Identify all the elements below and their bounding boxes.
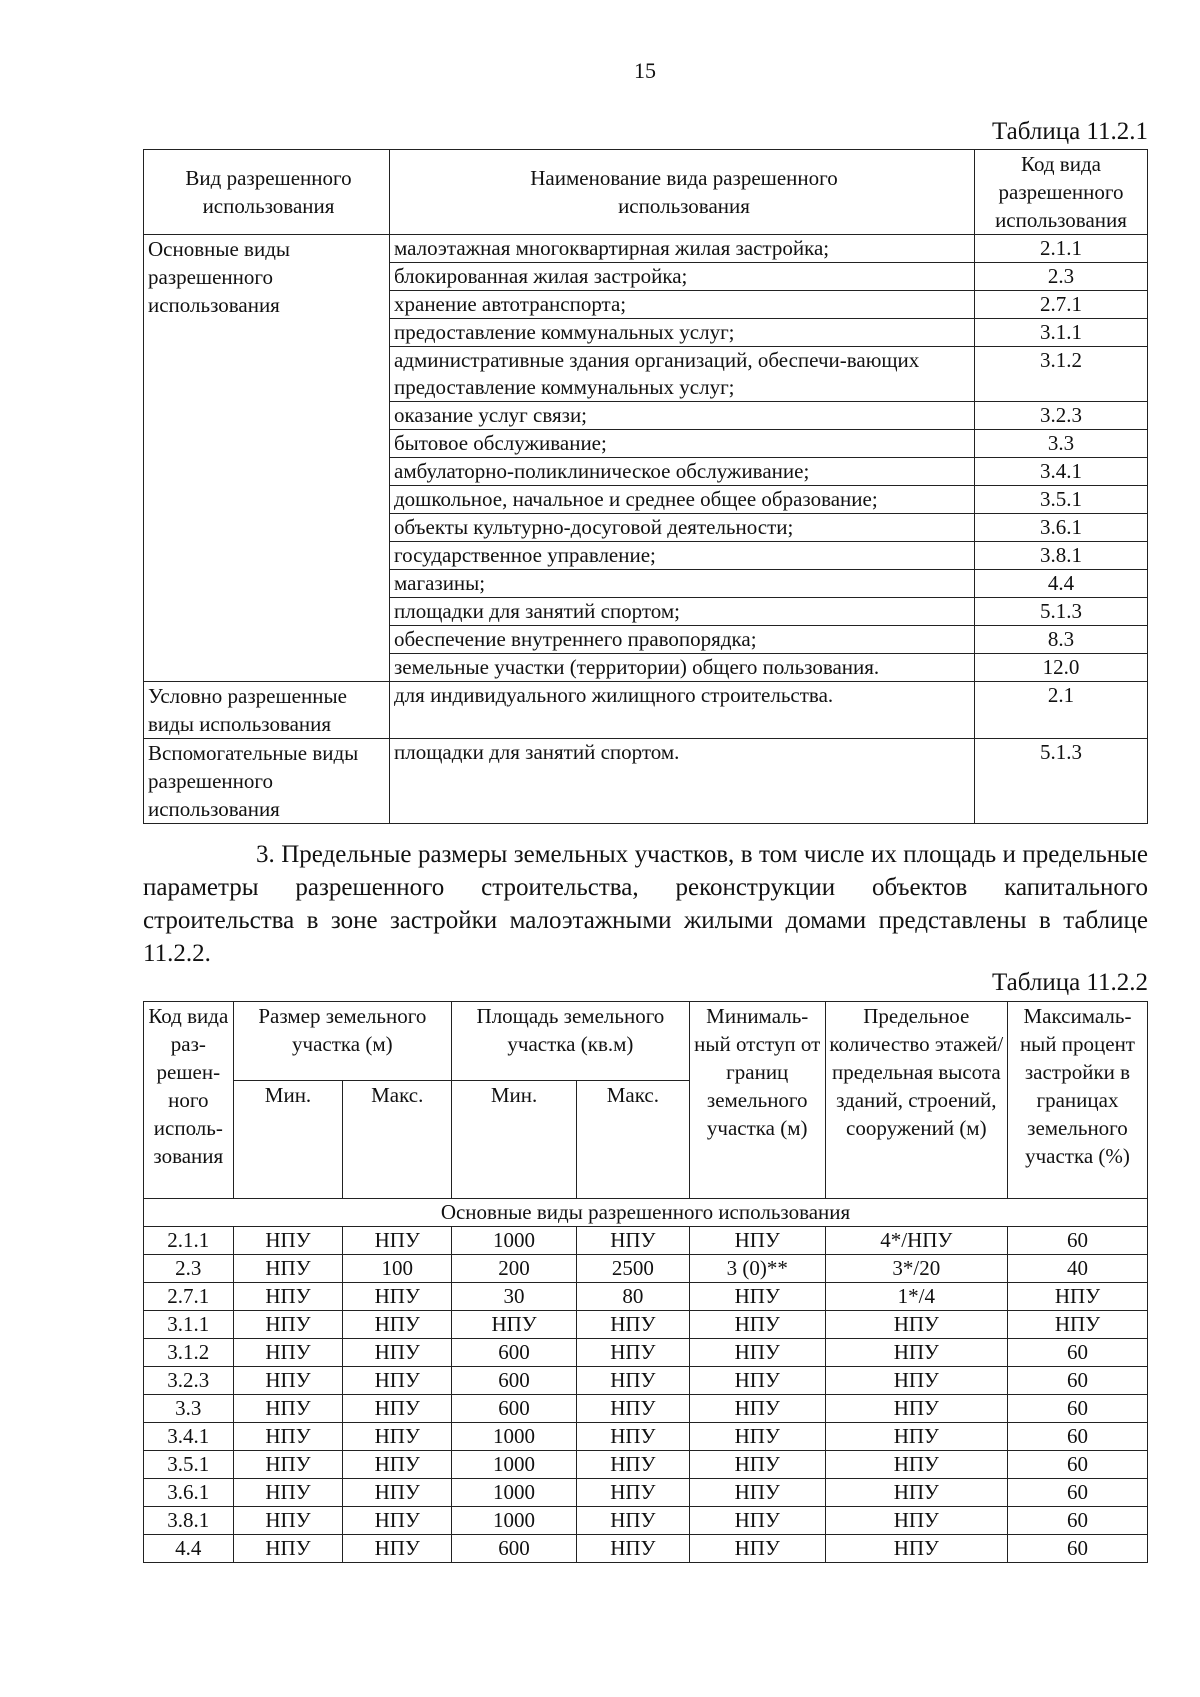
table-cell: 3.8.1: [144, 1507, 234, 1535]
table-cell: НПУ: [825, 1451, 1007, 1479]
use-name-cell: блокированная жилая застройка;: [390, 263, 975, 291]
table-cell: НПУ: [576, 1479, 689, 1507]
table-cell: 3.5.1: [144, 1451, 234, 1479]
column-header: Макс.: [343, 1081, 452, 1199]
table-cell: НПУ: [233, 1395, 343, 1423]
column-header: Код вида разрешенного использования: [975, 150, 1148, 235]
table-row: [144, 1479, 1148, 1507]
table-cell: НПУ: [689, 1451, 825, 1479]
table-cell: 2.1.1: [144, 1227, 234, 1255]
section-row: Основные виды разрешенного использования: [144, 1199, 1148, 1227]
table-caption: Таблица 11.2.2: [992, 969, 1148, 996]
parameters-table: [143, 1001, 1148, 1563]
use-code-cell: 2.1: [975, 682, 1148, 739]
use-name-cell: административные здания организаций, обеспечи-вающих предоставление коммунальных услуг;: [390, 347, 975, 402]
table-row: [144, 682, 1148, 739]
use-code-cell: 3.5.1: [975, 486, 1148, 514]
table-row: [144, 1283, 1148, 1311]
use-name-cell: малоэтажная многоквартирная жилая застройка;: [390, 235, 975, 263]
use-code-cell: 2.3: [975, 263, 1148, 291]
table-cell: НПУ: [343, 1535, 452, 1563]
table-cell: НПУ: [689, 1507, 825, 1535]
table-cell: НПУ: [689, 1339, 825, 1367]
table-cell: НПУ: [825, 1479, 1007, 1507]
use-code-cell: 12.0: [975, 654, 1148, 682]
table-cell: 3.6.1: [144, 1479, 234, 1507]
use-name-cell: площадки для занятий спортом;: [390, 598, 975, 626]
table-cell: НПУ: [825, 1311, 1007, 1339]
column-header: Код вида раз-решен-ного исполь-зования: [144, 1002, 234, 1199]
paragraph: 3. Предельные размеры земельных участков, в том числе их площадь и предельные параметры разрешенного строительства, реконструкции объектов капитального строительства в зоне застройки малоэтажными жилыми домами представлены в таблице 11.2.2.: [143, 841, 1148, 967]
use-code-cell: 4.4: [975, 570, 1148, 598]
table-cell: НПУ: [825, 1423, 1007, 1451]
column-header: Макс.: [576, 1081, 689, 1199]
table-cell: 60: [1007, 1479, 1147, 1507]
table-cell: НПУ: [452, 1311, 577, 1339]
use-code-cell: 3.3: [975, 430, 1148, 458]
use-code-cell: 2.1.1: [975, 235, 1148, 263]
table-cell: НПУ: [233, 1339, 343, 1367]
table-cell: 3.4.1: [144, 1423, 234, 1451]
table-cell: 4*/НПУ: [825, 1227, 1007, 1255]
table-cell: НПУ: [1007, 1283, 1147, 1311]
table-cell: 60: [1007, 1451, 1147, 1479]
table-cell: 60: [1007, 1367, 1147, 1395]
column-header: Вид разрешенного использования: [144, 150, 390, 235]
table-cell: НПУ: [233, 1479, 343, 1507]
table-cell: НПУ: [233, 1255, 343, 1283]
table-cell: НПУ: [343, 1507, 452, 1535]
table-cell: 100: [343, 1255, 452, 1283]
column-header: Мин.: [233, 1081, 343, 1199]
table-row: [144, 1535, 1148, 1563]
use-name-cell: хранение автотранспорта;: [390, 291, 975, 319]
table-cell: 600: [452, 1395, 577, 1423]
table-row: [144, 1395, 1148, 1423]
table-cell: 3 (0)**: [689, 1255, 825, 1283]
use-name-cell: бытовое обслуживание;: [390, 430, 975, 458]
table-cell: НПУ: [576, 1507, 689, 1535]
use-name-cell: оказание услуг связи;: [390, 402, 975, 430]
table-cell: 600: [452, 1367, 577, 1395]
table-cell: НПУ: [825, 1367, 1007, 1395]
use-code-cell: 8.3: [975, 626, 1148, 654]
table-cell: НПУ: [576, 1395, 689, 1423]
table-cell: 60: [1007, 1227, 1147, 1255]
use-name-cell: обеспечение внутреннего правопорядка;: [390, 626, 975, 654]
column-header: Максималь-ный процент застройки в границах земельного участка (%): [1007, 1002, 1147, 1199]
table-cell: НПУ: [343, 1367, 452, 1395]
use-name-cell: предоставление коммунальных услуг;: [390, 319, 975, 347]
table-cell: 40: [1007, 1255, 1147, 1283]
table-cell: НПУ: [689, 1367, 825, 1395]
table-cell: НПУ: [576, 1311, 689, 1339]
table-cell: НПУ: [233, 1451, 343, 1479]
table-row: [144, 1507, 1148, 1535]
table-cell: НПУ: [343, 1395, 452, 1423]
table-cell: 1000: [452, 1479, 577, 1507]
use-name-cell: магазины;: [390, 570, 975, 598]
table-cell: НПУ: [343, 1339, 452, 1367]
table-cell: НПУ: [576, 1423, 689, 1451]
use-name-cell: площадки для занятий спортом.: [390, 739, 975, 824]
use-code-cell: 2.7.1: [975, 291, 1148, 319]
use-name-cell: объекты культурно-досуговой деятельности;: [390, 514, 975, 542]
table-cell: НПУ: [233, 1227, 343, 1255]
table-caption: Таблица 11.2.1: [992, 118, 1148, 145]
column-header: Мин.: [452, 1081, 577, 1199]
table-cell: НПУ: [233, 1507, 343, 1535]
use-code-cell: 5.1.3: [975, 739, 1148, 824]
use-category-cell: Основные виды разрешенного использования: [144, 235, 390, 682]
table-cell: 60: [1007, 1507, 1147, 1535]
permitted-use-table: [143, 149, 1148, 824]
table-cell: НПУ: [233, 1423, 343, 1451]
table-row: [144, 1423, 1148, 1451]
table-cell: НПУ: [576, 1535, 689, 1563]
column-header: Наименование вида разрешенного использования: [390, 150, 975, 235]
table-cell: 1000: [452, 1423, 577, 1451]
use-name-cell: для индивидуального жилищного строительства.: [390, 682, 975, 739]
table-cell: 80: [576, 1283, 689, 1311]
use-code-cell: 5.1.3: [975, 598, 1148, 626]
table-cell: НПУ: [576, 1451, 689, 1479]
table-cell: 2.7.1: [144, 1283, 234, 1311]
table-cell: 60: [1007, 1535, 1147, 1563]
use-name-cell: земельные участки (территории) общего пользования.: [390, 654, 975, 682]
table-cell: НПУ: [576, 1227, 689, 1255]
table-cell: НПУ: [689, 1423, 825, 1451]
table-cell: НПУ: [233, 1535, 343, 1563]
table-cell: НПУ: [233, 1311, 343, 1339]
table-cell: 2.3: [144, 1255, 234, 1283]
table-cell: 1000: [452, 1227, 577, 1255]
use-code-cell: 3.4.1: [975, 458, 1148, 486]
table-row: [144, 739, 1148, 824]
table-cell: НПУ: [576, 1339, 689, 1367]
page-number: 15: [634, 58, 656, 83]
table-cell: 600: [452, 1535, 577, 1563]
use-code-cell: 3.1.2: [975, 347, 1148, 402]
table-row: [144, 1451, 1148, 1479]
table-cell: НПУ: [233, 1367, 343, 1395]
table-cell: НПУ: [1007, 1311, 1147, 1339]
table-cell: 3*/20: [825, 1255, 1007, 1283]
table-cell: НПУ: [689, 1535, 825, 1563]
use-category-cell: Вспомогательные виды разрешенного использования: [144, 739, 390, 824]
table-cell: 200: [452, 1255, 577, 1283]
table-row: [144, 1339, 1148, 1367]
table-cell: 3.3: [144, 1395, 234, 1423]
table-cell: НПУ: [576, 1367, 689, 1395]
table-cell: 3.1.2: [144, 1339, 234, 1367]
use-name-cell: амбулаторно-поликлиническое обслуживание;: [390, 458, 975, 486]
use-name-cell: дошкольное, начальное и среднее общее образование;: [390, 486, 975, 514]
table-row: [144, 235, 1148, 263]
table-cell: НПУ: [689, 1479, 825, 1507]
table-cell: 4.4: [144, 1535, 234, 1563]
table-cell: НПУ: [689, 1395, 825, 1423]
use-name-cell: государственное управление;: [390, 542, 975, 570]
use-code-cell: 3.8.1: [975, 542, 1148, 570]
table-cell: 60: [1007, 1423, 1147, 1451]
table-cell: НПУ: [343, 1479, 452, 1507]
table-cell: НПУ: [233, 1283, 343, 1311]
table-cell: 60: [1007, 1395, 1147, 1423]
use-code-cell: 3.2.3: [975, 402, 1148, 430]
table-cell: 3.1.1: [144, 1311, 234, 1339]
column-header: Размер земельного участка (м): [233, 1002, 452, 1081]
table-cell: 1*/4: [825, 1283, 1007, 1311]
table-cell: 60: [1007, 1339, 1147, 1367]
table-cell: 30: [452, 1283, 577, 1311]
table-cell: 2500: [576, 1255, 689, 1283]
table-cell: НПУ: [343, 1227, 452, 1255]
table-cell: НПУ: [825, 1535, 1007, 1563]
table-cell: 3.2.3: [144, 1367, 234, 1395]
table-cell: НПУ: [343, 1283, 452, 1311]
table-cell: НПУ: [825, 1395, 1007, 1423]
table-cell: НПУ: [689, 1283, 825, 1311]
table-cell: 600: [452, 1339, 577, 1367]
table-row: [144, 1367, 1148, 1395]
table-cell: НПУ: [343, 1423, 452, 1451]
table-cell: НПУ: [343, 1311, 452, 1339]
column-header: Предельное количество этажей/ предельная высота зданий, строений, сооружений (м): [825, 1002, 1007, 1199]
column-header: Минималь-ный отступ от границ земельного участка (м): [689, 1002, 825, 1199]
use-code-cell: 3.6.1: [975, 514, 1148, 542]
use-category-cell: Условно разрешенные виды использования: [144, 682, 390, 739]
table-row: [144, 1311, 1148, 1339]
table-cell: НПУ: [689, 1227, 825, 1255]
table-cell: 1000: [452, 1507, 577, 1535]
table-row: [144, 1255, 1148, 1283]
use-code-cell: 3.1.1: [975, 319, 1148, 347]
table-cell: НПУ: [689, 1311, 825, 1339]
table-cell: НПУ: [825, 1507, 1007, 1535]
column-header: Площадь земельного участка (кв.м): [452, 1002, 690, 1081]
table-row: [144, 1227, 1148, 1255]
table-cell: НПУ: [343, 1451, 452, 1479]
table-cell: 1000: [452, 1451, 577, 1479]
table-cell: НПУ: [825, 1339, 1007, 1367]
